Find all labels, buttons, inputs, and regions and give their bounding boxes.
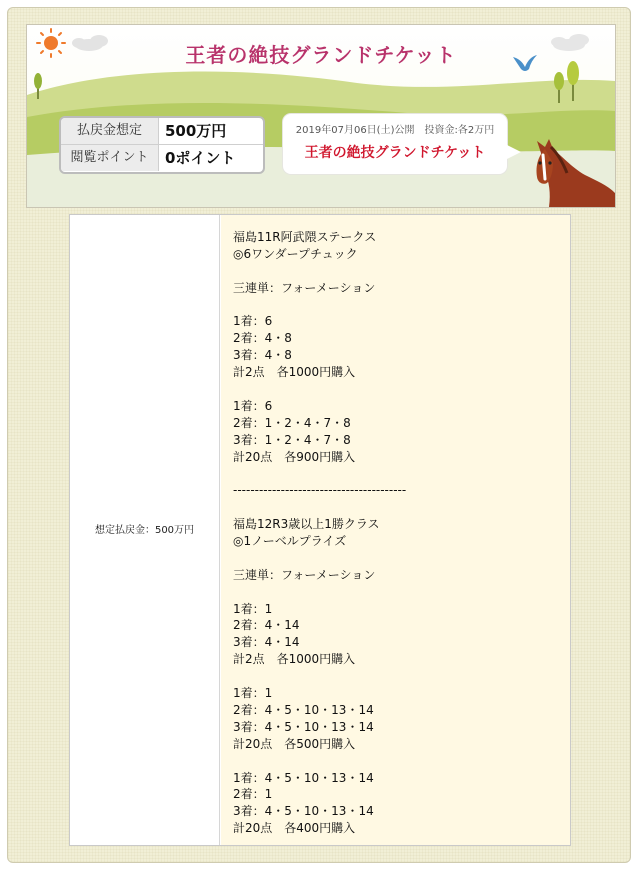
prediction-line — [233, 499, 570, 516]
prediction-line: 計2点 各1000円購入 — [233, 365, 356, 380]
prediction-line: 三連単：フォーメーション — [233, 280, 376, 295]
prediction-line: 計2点 各1000円購入 — [233, 652, 356, 667]
prediction-line: 3着：4・14 — [233, 635, 300, 650]
prediction-line: 2着：4・8 — [233, 331, 292, 346]
prediction-line: 3着：1・2・4・7・8 — [233, 432, 351, 447]
ticket-speech-bubble — [283, 114, 507, 174]
prediction-line: ◎6ワンダープチュック — [233, 246, 358, 261]
prediction-line — [233, 465, 570, 482]
prediction-line: 福島12R3歳以上1勝クラス — [233, 517, 380, 532]
prediction-line: 1着：4・5・10・13・14 — [233, 770, 374, 785]
info-value: 0ポイント — [165, 149, 236, 167]
prediction-line — [233, 668, 570, 685]
prediction-line: 2着：4・14 — [233, 618, 300, 633]
prediction-line: 2着：1・2・4・7・8 — [233, 415, 351, 430]
horse-icon — [527, 133, 615, 207]
prediction-line: 3着：4・5・10・13・14 — [233, 804, 374, 819]
prediction-line: ◎1ノーベルプライズ — [233, 534, 347, 549]
payout-cell — [70, 215, 220, 845]
info-row-points — [61, 145, 263, 171]
banner-title: 王者の絶技グランドチケット — [185, 43, 457, 67]
prediction-line — [233, 584, 570, 601]
prediction-line: 1着：6 — [233, 314, 273, 329]
prediction-line — [233, 550, 570, 567]
prediction-line: 3着：4・5・10・13・14 — [233, 719, 374, 734]
prediction-line — [233, 753, 570, 770]
prediction-line: 1着：6 — [233, 398, 273, 413]
prediction-line: 2着：4・5・10・13・14 — [233, 702, 374, 717]
prediction-line: 1着：1 — [233, 601, 273, 616]
prediction-line: 計20点 各500円購入 — [233, 736, 356, 751]
ticket-banner — [26, 24, 616, 208]
prediction-line: 計20点 各400円購入 — [233, 821, 356, 836]
info-row-payout — [61, 118, 263, 145]
prediction-line — [233, 381, 570, 398]
prediction-detail — [221, 215, 570, 845]
info-value: 500万円 — [165, 122, 227, 140]
prediction-line: ---------------------------------------- — [233, 483, 407, 498]
ticket-meta: 2019年07月06日(土)公開 投資金:各2万円 — [295, 125, 495, 136]
info-label: 払戻金想定 — [61, 118, 159, 144]
ticket-name: 王者の絶技グランドチケット — [304, 145, 486, 161]
prediction-line — [233, 297, 570, 314]
info-label: 閲覧ポイント — [61, 145, 159, 171]
payout-label: 想定払戻金：500万円 — [94, 525, 195, 536]
prediction-line: 計20点 各900円購入 — [233, 449, 356, 464]
prediction-line: 福島11R阿武隈ステークス — [233, 230, 377, 244]
prediction-line: 2着：1 — [233, 787, 273, 802]
prediction-line: 1着：1 — [233, 686, 273, 701]
prediction-line: 三連単：フォーメーション — [233, 567, 376, 582]
info-table — [59, 116, 265, 174]
prediction-line: 3着：4・8 — [233, 348, 292, 363]
prediction-table — [69, 214, 571, 846]
prediction-line — [233, 263, 570, 280]
prediction-lines — [233, 229, 570, 837]
